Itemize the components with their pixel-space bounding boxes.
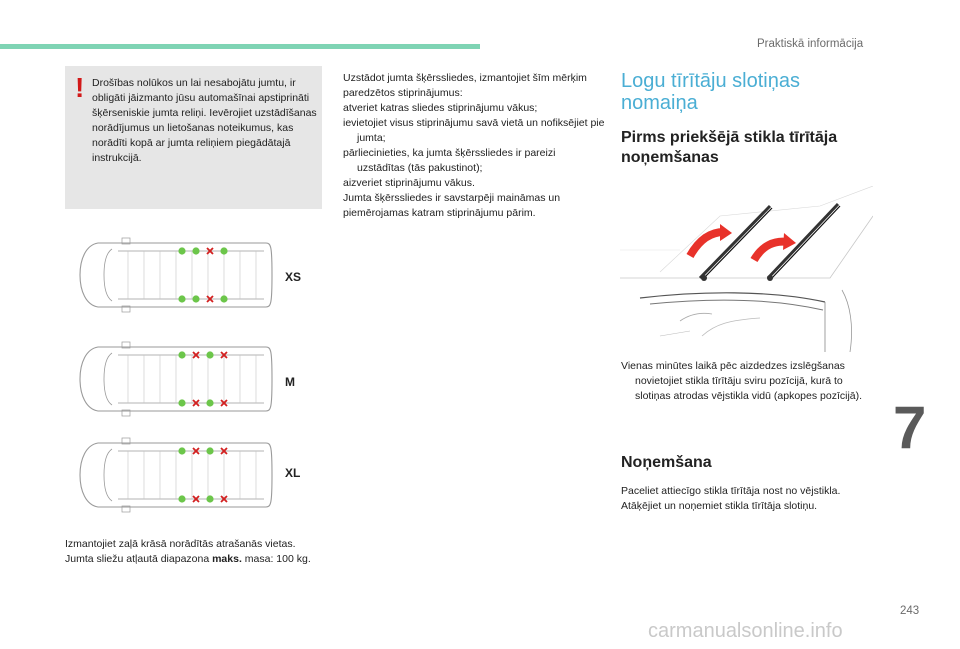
mount-point-allowed (178, 247, 185, 254)
mount-point-allowed (206, 447, 213, 454)
header-accent-bar (0, 44, 480, 49)
windshield-outline (104, 249, 112, 301)
install-step (343, 176, 605, 191)
removal-step (621, 484, 871, 499)
removal-step (621, 499, 871, 514)
before-removal-steps (621, 359, 871, 404)
bottom-note-line1: Izmantojiet zaļā krāsā norādītās atrašanās vietas. (65, 538, 296, 550)
chapter-number: 7 (893, 394, 927, 461)
mount-point-allowed (178, 351, 185, 358)
removal-step-text: Paceliet attiecīgo stikla tīrītāja nost no vējstikla. (621, 485, 841, 497)
windshield-wiper-illustration (620, 186, 873, 352)
watermark: carmanualsonline.info (648, 620, 843, 642)
install-step-text: pārliecinieties, ka jumta šķērssliedes ir pareizi uzstādītas (tās pakustinot); (343, 147, 556, 174)
wiper-step (621, 359, 871, 404)
mount-point-allowed (178, 295, 185, 302)
van-roof-diagram-xl (78, 433, 274, 517)
subsection-title: Pirms priekšējā stikla tīrītāja noņemšanas (621, 129, 838, 166)
mount-point-allowed (178, 399, 185, 406)
mount-point-allowed (178, 495, 185, 502)
bottom-note (65, 537, 315, 567)
mount-point-allowed (220, 295, 227, 302)
mount-point-allowed (192, 295, 199, 302)
install-step (343, 101, 605, 116)
install-step-text: aizveriet stiprinājumu vākus. (343, 177, 475, 189)
bottom-note-suffix: masa: 100 kg. (241, 553, 311, 565)
mount-point-allowed (206, 495, 213, 502)
install-step (343, 116, 605, 146)
mount-point-allowed (178, 447, 185, 454)
exclamation-icon: ! (75, 72, 85, 103)
install-outro: Jumta šķērssliedes ir savstarpēji maināmas un piemērojamas katram stiprinājumu pārim. (343, 192, 561, 219)
install-step-text: ievietojiet visus stiprinājumu savā vietā un nofiksējiet pie jumta; (343, 117, 605, 144)
mount-point-allowed (206, 351, 213, 358)
removal-step-text: Atāķējiet un noņemiet stikla tīrītāja slotiņu. (621, 500, 818, 512)
removal-title: Noņemšana (621, 454, 712, 471)
mount-point-allowed (192, 247, 199, 254)
removal-steps (621, 484, 871, 514)
van-roof-diagram-xs (78, 233, 274, 317)
van-roof-diagram-m (78, 337, 274, 421)
vehicle-size-label: XS (285, 270, 302, 284)
install-instructions (343, 71, 605, 221)
vehicle-size-label: XL (285, 466, 301, 480)
warning-text: Drošības nolūkos un lai nesabojātu jumtu, ir obligāti jāizmanto jūsu automašīnai apstiprināti šķērseniskie jumta reliņi. Ievērojiet uzstādīšanas norādījumus un lietošanas noteikumus, kas norādīti kopā ar jumta reliņiem piegādātajā instrukcijā. (92, 77, 317, 164)
running-title: Praktiskā informācija (757, 38, 864, 50)
windshield-outline (104, 449, 112, 501)
windshield-outline (104, 353, 112, 405)
page-number: 243 (900, 605, 920, 617)
bottom-note-line2 (65, 552, 315, 567)
install-intro: Uzstādot jumta šķērssliedes, izmantojiet šīm mērķim paredzētos stiprinājumus: (343, 72, 587, 99)
wiper-step-text: Vienas minūtes laikā pēc aizdedzes izslēgšanas novietojiet stikla tīrītāju sviru pozīcijā, kurā to slotiņas atrodas vējstikla vidū (apkopes pozīcijā). (621, 360, 863, 402)
mount-point-allowed (220, 247, 227, 254)
install-step-text: atveriet katras sliedes stiprinājumu vākus; (343, 102, 538, 114)
install-step (343, 146, 605, 176)
vehicle-size-label: M (285, 375, 295, 389)
mount-point-allowed (206, 399, 213, 406)
bottom-note-prefix: Jumta sliežu atļautā diapazona (65, 553, 213, 565)
section-title: Logu tīrītāju slotiņas nomaiņa (621, 70, 800, 114)
bottom-note-bold: maks. (212, 553, 242, 565)
